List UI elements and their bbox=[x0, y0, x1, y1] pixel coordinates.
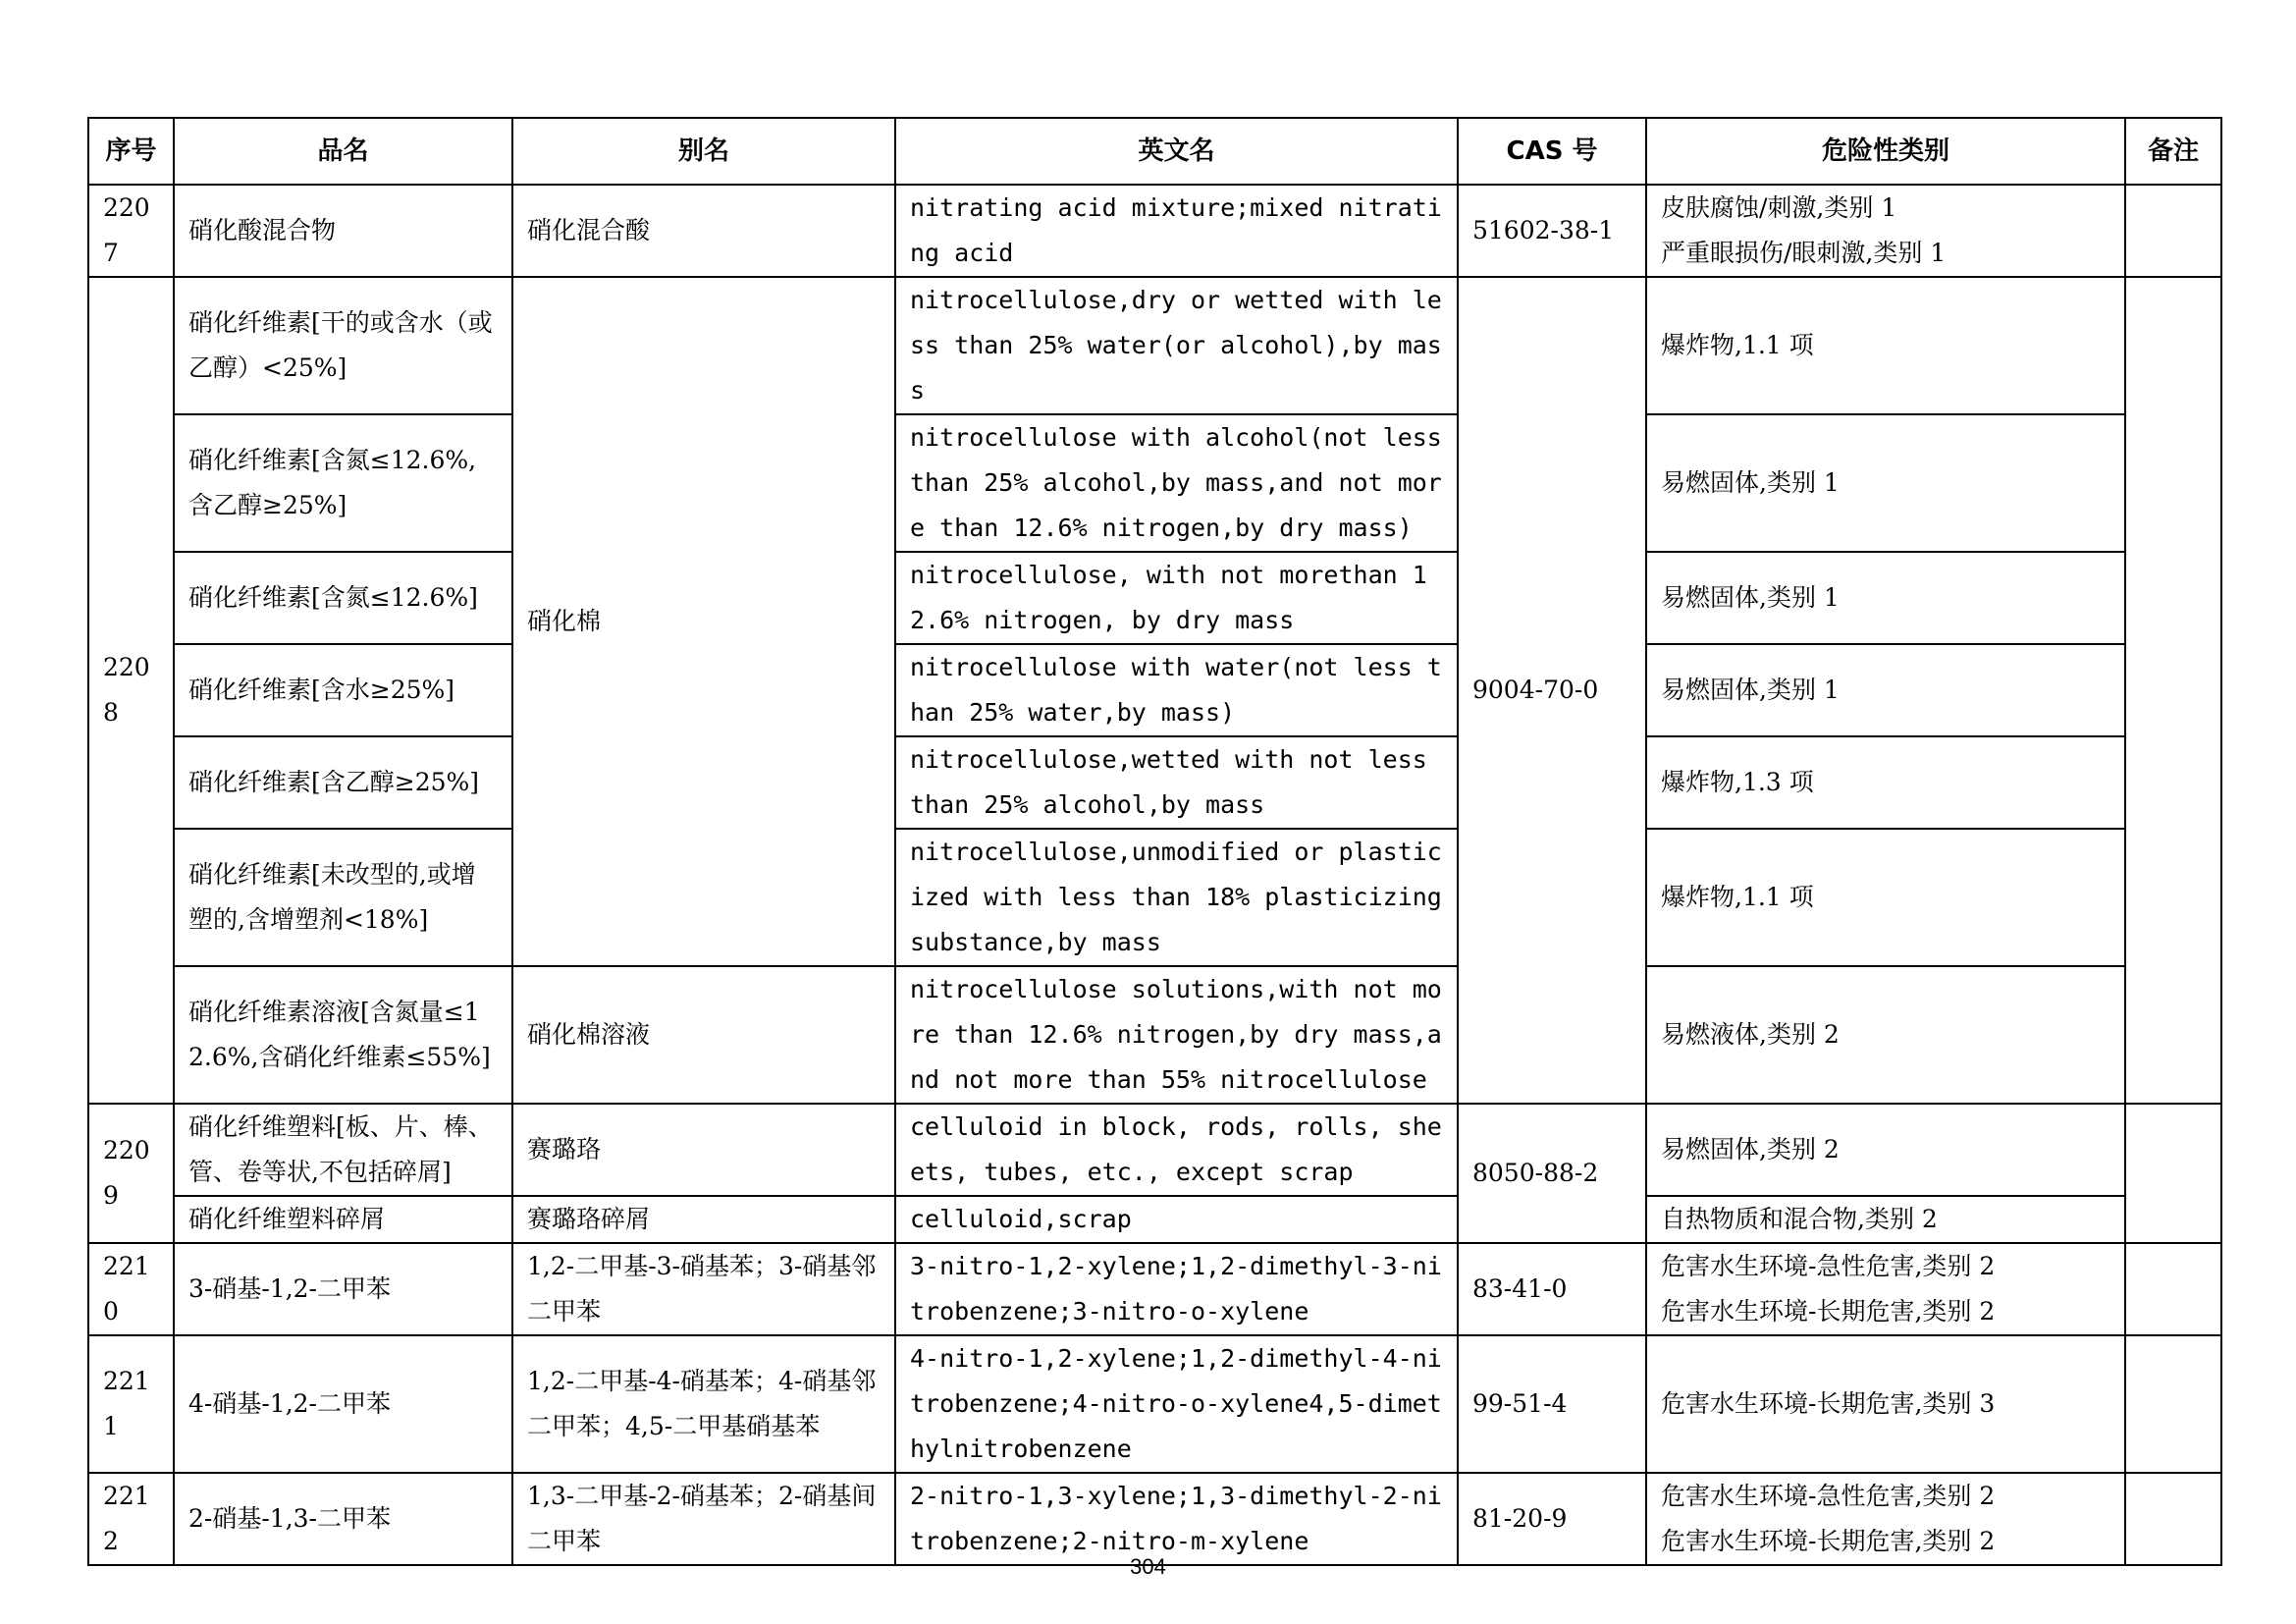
row-remarks bbox=[2125, 1243, 2221, 1335]
row-hazard: 爆炸物,1.1 项 bbox=[1646, 829, 2125, 966]
row-hazard bbox=[1646, 1243, 2125, 1335]
row-remarks bbox=[2125, 185, 2221, 277]
row-english-name: 2-nitro-1,3-xylene;1,3-dimethyl-2-nitrobenzene;2-nitro-m-xylene bbox=[895, 1473, 1458, 1565]
row-no: 2212 bbox=[88, 1473, 174, 1565]
row-name: 硝化纤维素[未改型的,或增塑的,含增塑剂<18%] bbox=[174, 829, 512, 966]
header-row bbox=[88, 118, 2221, 185]
row-alias: 硝化棉溶液 bbox=[512, 966, 895, 1104]
row-hazard: 易燃固体,类别 1 bbox=[1646, 414, 2125, 552]
row-hazard bbox=[1646, 185, 2125, 277]
row-english-name: nitrocellulose,wetted with not less than 25% alcohol,by mass bbox=[895, 736, 1458, 829]
row-english-name: celluloid,scrap bbox=[895, 1196, 1458, 1243]
row-cas: 83-41-0 bbox=[1458, 1243, 1646, 1335]
table-row bbox=[88, 1335, 2221, 1473]
row-alias: 1,2-二甲基-4-硝基苯；4-硝基邻二甲苯；4,5-二甲基硝基苯 bbox=[512, 1335, 895, 1473]
row-cas: 81-20-9 bbox=[1458, 1473, 1646, 1565]
row-name: 硝化纤维素溶液[含氮量≤12.6%,含硝化纤维素≤55%] bbox=[174, 966, 512, 1104]
row-name: 硝化纤维素[含水≥25%] bbox=[174, 644, 512, 736]
hazard-line: 危害水生环境-急性危害,类别 2 bbox=[1661, 1252, 1996, 1280]
row-english-name: nitrocellulose, with not morethan 12.6% nitrogen, by dry mass bbox=[895, 552, 1458, 644]
header-remarks: 备注 bbox=[2125, 118, 2221, 185]
row-remarks bbox=[2125, 1473, 2221, 1565]
table-row bbox=[88, 966, 2221, 1104]
row-english-name: 4-nitro-1,2-xylene;1,2-dimethyl-4-nitrobenzene;4-nitro-o-xylene4,5-dimethylnitrobenzene bbox=[895, 1335, 1458, 1473]
row-hazard: 易燃液体,类别 2 bbox=[1646, 966, 2125, 1104]
row-english-name: nitrocellulose with water(not less than 25% water,by mass) bbox=[895, 644, 1458, 736]
table-row bbox=[88, 736, 2221, 829]
header-cas: CAS 号 bbox=[1458, 118, 1646, 185]
table-row bbox=[88, 185, 2221, 277]
header-hazard: 危险性类别 bbox=[1646, 118, 2125, 185]
hazard-line: 危害水生环境-长期危害,类别 2 bbox=[1661, 1527, 1996, 1555]
row-alias: 1,3-二甲基-2-硝基苯；2-硝基间二甲苯 bbox=[512, 1473, 895, 1565]
row-no: 2210 bbox=[88, 1243, 174, 1335]
row-no: 2209 bbox=[88, 1104, 174, 1243]
row-english-name: nitrocellulose,dry or wetted with less than 25% water(or alcohol),by mass bbox=[895, 277, 1458, 414]
row-name: 硝化酸混合物 bbox=[174, 185, 512, 277]
row-cas: 51602-38-1 bbox=[1458, 185, 1646, 277]
row-cas: 8050-88-2 bbox=[1458, 1104, 1646, 1243]
row-name: 硝化纤维素[含氮≤12.6%] bbox=[174, 552, 512, 644]
row-hazard: 爆炸物,1.1 项 bbox=[1646, 277, 2125, 414]
hazard-line: 危害水生环境-长期危害,类别 2 bbox=[1661, 1297, 1996, 1326]
row-english-name: 3-nitro-1,2-xylene;1,2-dimethyl-3-nitrobenzene;3-nitro-o-xylene bbox=[895, 1243, 1458, 1335]
row-alias: 赛璐珞碎屑 bbox=[512, 1196, 895, 1243]
row-alias: 硝化棉 bbox=[512, 277, 895, 966]
row-name: 4-硝基-1,2-二甲苯 bbox=[174, 1335, 512, 1473]
chemical-table bbox=[87, 117, 2222, 1566]
row-name: 2-硝基-1,3-二甲苯 bbox=[174, 1473, 512, 1565]
row-no: 2208 bbox=[88, 277, 174, 1104]
hazard-line: 皮肤腐蚀/刺激,类别 1 bbox=[1661, 193, 1897, 222]
header-name: 品名 bbox=[174, 118, 512, 185]
row-english-name: celluloid in block, rods, rolls, sheets, tubes, etc., except scrap bbox=[895, 1104, 1458, 1196]
row-hazard bbox=[1646, 1335, 2125, 1473]
table-row bbox=[88, 829, 2221, 966]
hazard-line: 危害水生环境-长期危害,类别 3 bbox=[1661, 1389, 1996, 1418]
row-name: 硝化纤维素[含乙醇≥25%] bbox=[174, 736, 512, 829]
table-row bbox=[88, 1196, 2221, 1243]
table-row bbox=[88, 277, 2221, 414]
row-remarks bbox=[2125, 1104, 2221, 1243]
row-alias: 赛璐珞 bbox=[512, 1104, 895, 1196]
row-cas: 99-51-4 bbox=[1458, 1335, 1646, 1473]
hazard-line: 严重眼损伤/眼刺激,类别 1 bbox=[1661, 239, 1947, 267]
row-remarks bbox=[2125, 1335, 2221, 1473]
page-number: 304 bbox=[1130, 1554, 1166, 1579]
row-alias: 1,2-二甲基-3-硝基苯；3-硝基邻二甲苯 bbox=[512, 1243, 895, 1335]
row-hazard: 易燃固体,类别 2 bbox=[1646, 1104, 2125, 1196]
table-row bbox=[88, 644, 2221, 736]
row-cas: 9004-70-0 bbox=[1458, 277, 1646, 1104]
row-english-name: nitrocellulose,unmodified or plasticized with less than 18% plasticizing substance,by mass bbox=[895, 829, 1458, 966]
row-name: 3-硝基-1,2-二甲苯 bbox=[174, 1243, 512, 1335]
table-row bbox=[88, 1473, 2221, 1565]
table-row bbox=[88, 1104, 2221, 1196]
header-alias: 别名 bbox=[512, 118, 895, 185]
table-row bbox=[88, 414, 2221, 552]
row-hazard: 爆炸物,1.3 项 bbox=[1646, 736, 2125, 829]
row-alias: 硝化混合酸 bbox=[512, 185, 895, 277]
row-hazard: 自热物质和混合物,类别 2 bbox=[1646, 1196, 2125, 1243]
row-english-name: nitrocellulose with alcohol(not less than 25% alcohol,by mass,and not more than 12.6% nitrogen,by dry mass) bbox=[895, 414, 1458, 552]
row-english-name: nitrating acid mixture;mixed nitrating acid bbox=[895, 185, 1458, 277]
header-no: 序号 bbox=[88, 118, 174, 185]
row-name: 硝化纤维素[含氮≤12.6%,含乙醇≥25%] bbox=[174, 414, 512, 552]
table-row bbox=[88, 552, 2221, 644]
hazard-line: 危害水生环境-急性危害,类别 2 bbox=[1661, 1482, 1996, 1510]
row-remarks bbox=[2125, 277, 2221, 1104]
row-hazard: 易燃固体,类别 1 bbox=[1646, 644, 2125, 736]
row-no: 2207 bbox=[88, 185, 174, 277]
row-hazard bbox=[1646, 1473, 2125, 1565]
row-english-name: nitrocellulose solutions,with not more than 12.6% nitrogen,by dry mass,and not more than 55% nitrocellulose bbox=[895, 966, 1458, 1104]
row-name: 硝化纤维塑料碎屑 bbox=[174, 1196, 512, 1243]
row-name: 硝化纤维塑料[板、片、棒、管、卷等状,不包括碎屑] bbox=[174, 1104, 512, 1196]
header-english-name: 英文名 bbox=[895, 118, 1458, 185]
row-name: 硝化纤维素[干的或含水（或乙醇）<25%] bbox=[174, 277, 512, 414]
table-row bbox=[88, 1243, 2221, 1335]
row-no: 2211 bbox=[88, 1335, 174, 1473]
row-hazard: 易燃固体,类别 1 bbox=[1646, 552, 2125, 644]
